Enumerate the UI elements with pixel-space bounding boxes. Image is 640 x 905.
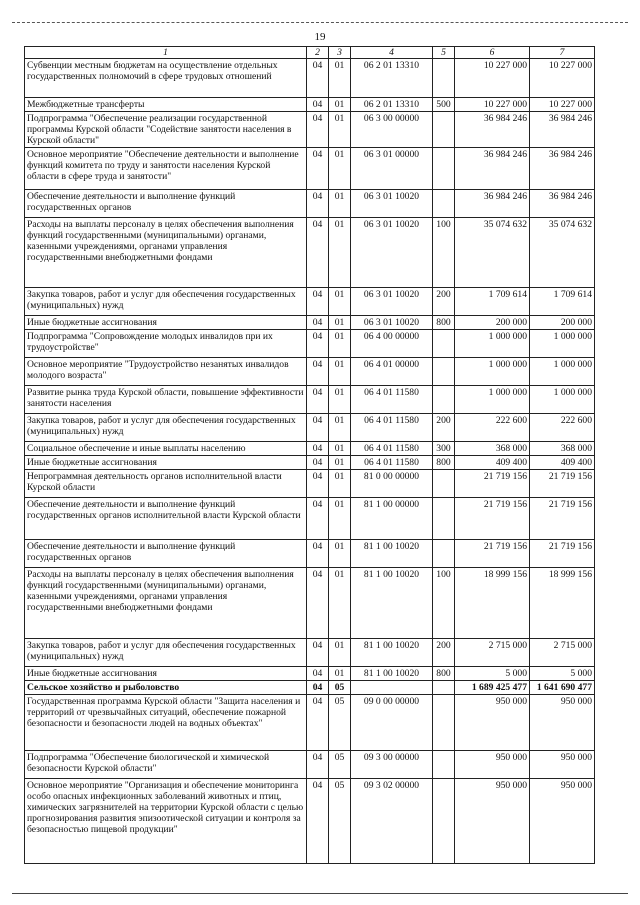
row-expense-type: 100 [433,218,455,288]
table-row [25,540,595,568]
row-subsection: 01 [329,112,351,148]
row-amount-1: 409 400 [455,456,530,470]
row-amount-1: 21 719 156 [455,470,530,498]
row-name: Закупка товаров, работ и услуг для обеспечения государственных (муниципальных) нужд [25,414,307,442]
row-name: Сельское хозяйство и рыболовство [25,681,307,695]
row-expense-type: 300 [433,442,455,456]
row-section: 04 [307,218,329,288]
row-target-code: 06 3 01 10020 [351,288,433,316]
row-name: Обеспечение деятельности и выполнение функций государственных органов [25,540,307,568]
row-section: 04 [307,681,329,695]
row-amount-2: 21 719 156 [530,540,595,568]
row-expense-type: 200 [433,639,455,667]
row-target-code: 81 1 00 10020 [351,540,433,568]
row-expense-type [433,540,455,568]
row-target-code: 09 3 00 00000 [351,751,433,779]
row-section: 04 [307,442,329,456]
col-header-4: 4 [351,47,433,59]
row-amount-2: 200 000 [530,316,595,330]
table-row [25,358,595,386]
row-section: 04 [307,98,329,112]
row-target-code: 06 3 01 00000 [351,148,433,190]
row-section: 04 [307,148,329,190]
row-subsection: 01 [329,190,351,218]
row-name: Социальное обеспечение и иные выплаты населению [25,442,307,456]
table-row [25,568,595,639]
row-target-code: 06 4 01 11580 [351,386,433,414]
row-section: 04 [307,316,329,330]
row-target-code: 06 3 00 00000 [351,112,433,148]
row-expense-type: 500 [433,98,455,112]
row-amount-2: 1 000 000 [530,330,595,358]
row-amount-1: 1 689 425 477 [455,681,530,695]
row-amount-2: 36 984 246 [530,148,595,190]
row-amount-1: 36 984 246 [455,112,530,148]
col-header-2: 2 [307,47,329,59]
row-subsection: 01 [329,442,351,456]
row-expense-type: 800 [433,456,455,470]
row-amount-2: 21 719 156 [530,498,595,540]
row-name: Иные бюджетные ассигнования [25,316,307,330]
row-name: Расходы на выплаты персоналу в целях обеспечения выполнения функций государственными (муниципальными) органами, казенными учреждениями, органами управления государственными внебюджетными фондами [25,218,307,288]
row-amount-2: 368 000 [530,442,595,456]
row-expense-type [433,386,455,414]
table-row [25,456,595,470]
row-subsection: 05 [329,695,351,751]
row-target-code: 81 1 00 10020 [351,568,433,639]
row-section: 04 [307,498,329,540]
table-row [25,681,595,695]
row-subsection: 01 [329,316,351,330]
row-subsection: 01 [329,414,351,442]
row-expense-type: 100 [433,568,455,639]
table-row [25,442,595,456]
row-name: Непрограммная деятельность органов исполнительной власти Курской области [25,470,307,498]
row-target-code: 81 1 00 10020 [351,667,433,681]
row-amount-2: 1 000 000 [530,358,595,386]
row-expense-type: 200 [433,414,455,442]
page-number: 19 [314,31,326,43]
row-target-code: 06 2 01 13310 [351,98,433,112]
row-name: Иные бюджетные ассигнования [25,456,307,470]
row-amount-2: 950 000 [530,695,595,751]
row-name: Расходы на выплаты персоналу в целях обеспечения выполнения функций государственными (муниципальными) органами, казенными учреждениями, органами управления государственными внебюджетными фондами [25,568,307,639]
row-name: Закупка товаров, работ и услуг для обеспечения государственных (муниципальных) нужд [25,288,307,316]
row-amount-1: 1 000 000 [455,358,530,386]
row-expense-type [433,358,455,386]
row-target-code: 06 3 01 10020 [351,316,433,330]
table-row [25,695,595,751]
row-section: 04 [307,667,329,681]
row-amount-2: 950 000 [530,751,595,779]
col-header-6: 6 [455,47,530,59]
row-amount-2: 1 000 000 [530,386,595,414]
table-row [25,667,595,681]
row-name: Субвенции местным бюджетам на осуществление отдельных государственных полномочий в сфере трудовых отношений [25,59,307,98]
row-subsection: 01 [329,540,351,568]
row-target-code: 06 4 01 11580 [351,414,433,442]
row-subsection: 01 [329,568,351,639]
row-section: 04 [307,59,329,98]
table-row [25,386,595,414]
row-expense-type [433,148,455,190]
row-amount-2: 222 600 [530,414,595,442]
bottom-rule [12,893,628,894]
row-amount-1: 950 000 [455,779,530,864]
table-row [25,751,595,779]
col-header-3: 3 [329,47,351,59]
row-amount-2: 409 400 [530,456,595,470]
table-row [25,112,595,148]
row-section: 04 [307,639,329,667]
col-header-5: 5 [433,47,455,59]
row-name: Закупка товаров, работ и услуг для обеспечения государственных (муниципальных) нужд [25,639,307,667]
row-expense-type [433,330,455,358]
row-section: 04 [307,330,329,358]
row-amount-1: 1 000 000 [455,330,530,358]
row-amount-1: 950 000 [455,751,530,779]
table-row [25,470,595,498]
row-expense-type [433,470,455,498]
row-amount-1: 1 709 614 [455,288,530,316]
row-subsection: 01 [329,98,351,112]
row-amount-2: 1 709 614 [530,288,595,316]
row-target-code: 06 4 00 00000 [351,330,433,358]
row-amount-2: 36 984 246 [530,190,595,218]
row-section: 04 [307,358,329,386]
row-section: 04 [307,414,329,442]
row-subsection: 01 [329,470,351,498]
row-amount-1: 950 000 [455,695,530,751]
row-subsection: 01 [329,667,351,681]
row-amount-1: 35 074 632 [455,218,530,288]
row-section: 04 [307,751,329,779]
row-subsection: 01 [329,59,351,98]
row-name: Основное мероприятие "Трудоустройство незанятых инвалидов молодого возраста" [25,358,307,386]
row-name: Подпрограмма "Сопровождение молодых инвалидов при их трудоустройстве" [25,330,307,358]
row-amount-2: 35 074 632 [530,218,595,288]
row-name: Обеспечение деятельности и выполнение функций государственных органов исполнительной власти Курской области [25,498,307,540]
row-amount-2: 10 227 000 [530,98,595,112]
row-section: 04 [307,386,329,414]
row-amount-1: 21 719 156 [455,498,530,540]
row-target-code [351,681,433,695]
row-name: Обеспечение деятельности и выполнение функций государственных органов [25,190,307,218]
row-amount-1: 21 719 156 [455,540,530,568]
row-subsection: 05 [329,751,351,779]
row-target-code: 81 1 00 10020 [351,639,433,667]
row-amount-1: 1 000 000 [455,386,530,414]
table-row [25,288,595,316]
row-target-code: 06 2 01 13310 [351,59,433,98]
row-amount-1: 200 000 [455,316,530,330]
row-expense-type: 200 [433,288,455,316]
row-name: Подпрограмма "Обеспечение реализации государственной программы Курской области "Содействие занятости населения в Курской области" [25,112,307,148]
row-amount-1: 10 227 000 [455,59,530,98]
row-section: 04 [307,695,329,751]
row-amount-1: 368 000 [455,442,530,456]
row-name: Основное мероприятие "Организация и обеспечение мониторинга особо опасных инфекционных заболеваний животных и птиц, химических загрязнителей на территории Курской области с целью прогнозирования развития эпизоотической ситуации и контроля за безопасностью пищевой продукции" [25,779,307,864]
row-subsection: 01 [329,498,351,540]
col-header-7: 7 [530,47,595,59]
row-amount-2: 1 641 690 477 [530,681,595,695]
row-subsection: 01 [329,358,351,386]
row-section: 04 [307,456,329,470]
row-name: Иные бюджетные ассигнования [25,667,307,681]
row-amount-1: 5 000 [455,667,530,681]
row-target-code: 06 4 01 00000 [351,358,433,386]
table-row [25,190,595,218]
row-subsection: 01 [329,639,351,667]
row-expense-type [433,779,455,864]
row-target-code: 81 0 00 00000 [351,470,433,498]
row-amount-2: 36 984 246 [530,112,595,148]
row-expense-type [433,681,455,695]
row-target-code: 06 4 01 11580 [351,456,433,470]
row-section: 04 [307,112,329,148]
row-expense-type [433,751,455,779]
row-subsection: 05 [329,779,351,864]
row-target-code: 81 1 00 00000 [351,498,433,540]
row-amount-2: 2 715 000 [530,639,595,667]
row-section: 04 [307,470,329,498]
table-row [25,330,595,358]
row-name: Развитие рынка труда Курской области, повышение эффективности занятости населения [25,386,307,414]
row-expense-type [433,112,455,148]
table-row [25,218,595,288]
row-section: 04 [307,190,329,218]
row-name: Основное мероприятие "Обеспечение деятельности и выполнение функций комитета по труду и занятости населения Курской области в сфере труда и занятости" [25,148,307,190]
table-row [25,98,595,112]
row-amount-2: 950 000 [530,779,595,864]
row-amount-1: 2 715 000 [455,639,530,667]
row-target-code: 06 4 01 11580 [351,442,433,456]
row-target-code: 06 3 01 10020 [351,218,433,288]
row-amount-2: 5 000 [530,667,595,681]
table-row [25,59,595,98]
row-name: Государственная программа Курской области "Защита населения и территорий от чрезвычайных ситуаций, обеспечение пожарной безопасности и безопасности людей на водных объектах" [25,695,307,751]
header-row [25,47,595,59]
table-row [25,414,595,442]
row-amount-1: 222 600 [455,414,530,442]
row-amount-2: 10 227 000 [530,59,595,98]
table-row [25,779,595,864]
top-rule [12,22,628,23]
row-amount-1: 10 227 000 [455,98,530,112]
table-row [25,148,595,190]
row-amount-1: 18 999 156 [455,568,530,639]
row-target-code: 09 0 00 00000 [351,695,433,751]
row-subsection: 05 [329,681,351,695]
table-row [25,316,595,330]
row-section: 04 [307,288,329,316]
row-subsection: 01 [329,288,351,316]
budget-table [24,46,595,864]
row-subsection: 01 [329,330,351,358]
row-name: Подпрограмма "Обеспечение биологической и химической безопасности Курской области" [25,751,307,779]
table-row [25,639,595,667]
row-expense-type [433,498,455,540]
row-target-code: 06 3 01 10020 [351,190,433,218]
row-amount-1: 36 984 246 [455,190,530,218]
row-expense-type [433,59,455,98]
row-subsection: 01 [329,386,351,414]
row-section: 04 [307,540,329,568]
row-subsection: 01 [329,218,351,288]
col-header-1: 1 [25,47,307,59]
row-subsection: 01 [329,456,351,470]
table-row [25,498,595,540]
row-target-code: 09 3 02 00000 [351,779,433,864]
row-name: Межбюджетные трансферты [25,98,307,112]
row-expense-type [433,695,455,751]
row-expense-type: 800 [433,667,455,681]
row-amount-2: 21 719 156 [530,470,595,498]
row-section: 04 [307,779,329,864]
row-subsection: 01 [329,148,351,190]
row-amount-1: 36 984 246 [455,148,530,190]
row-amount-2: 18 999 156 [530,568,595,639]
row-expense-type: 800 [433,316,455,330]
row-section: 04 [307,568,329,639]
row-expense-type [433,190,455,218]
